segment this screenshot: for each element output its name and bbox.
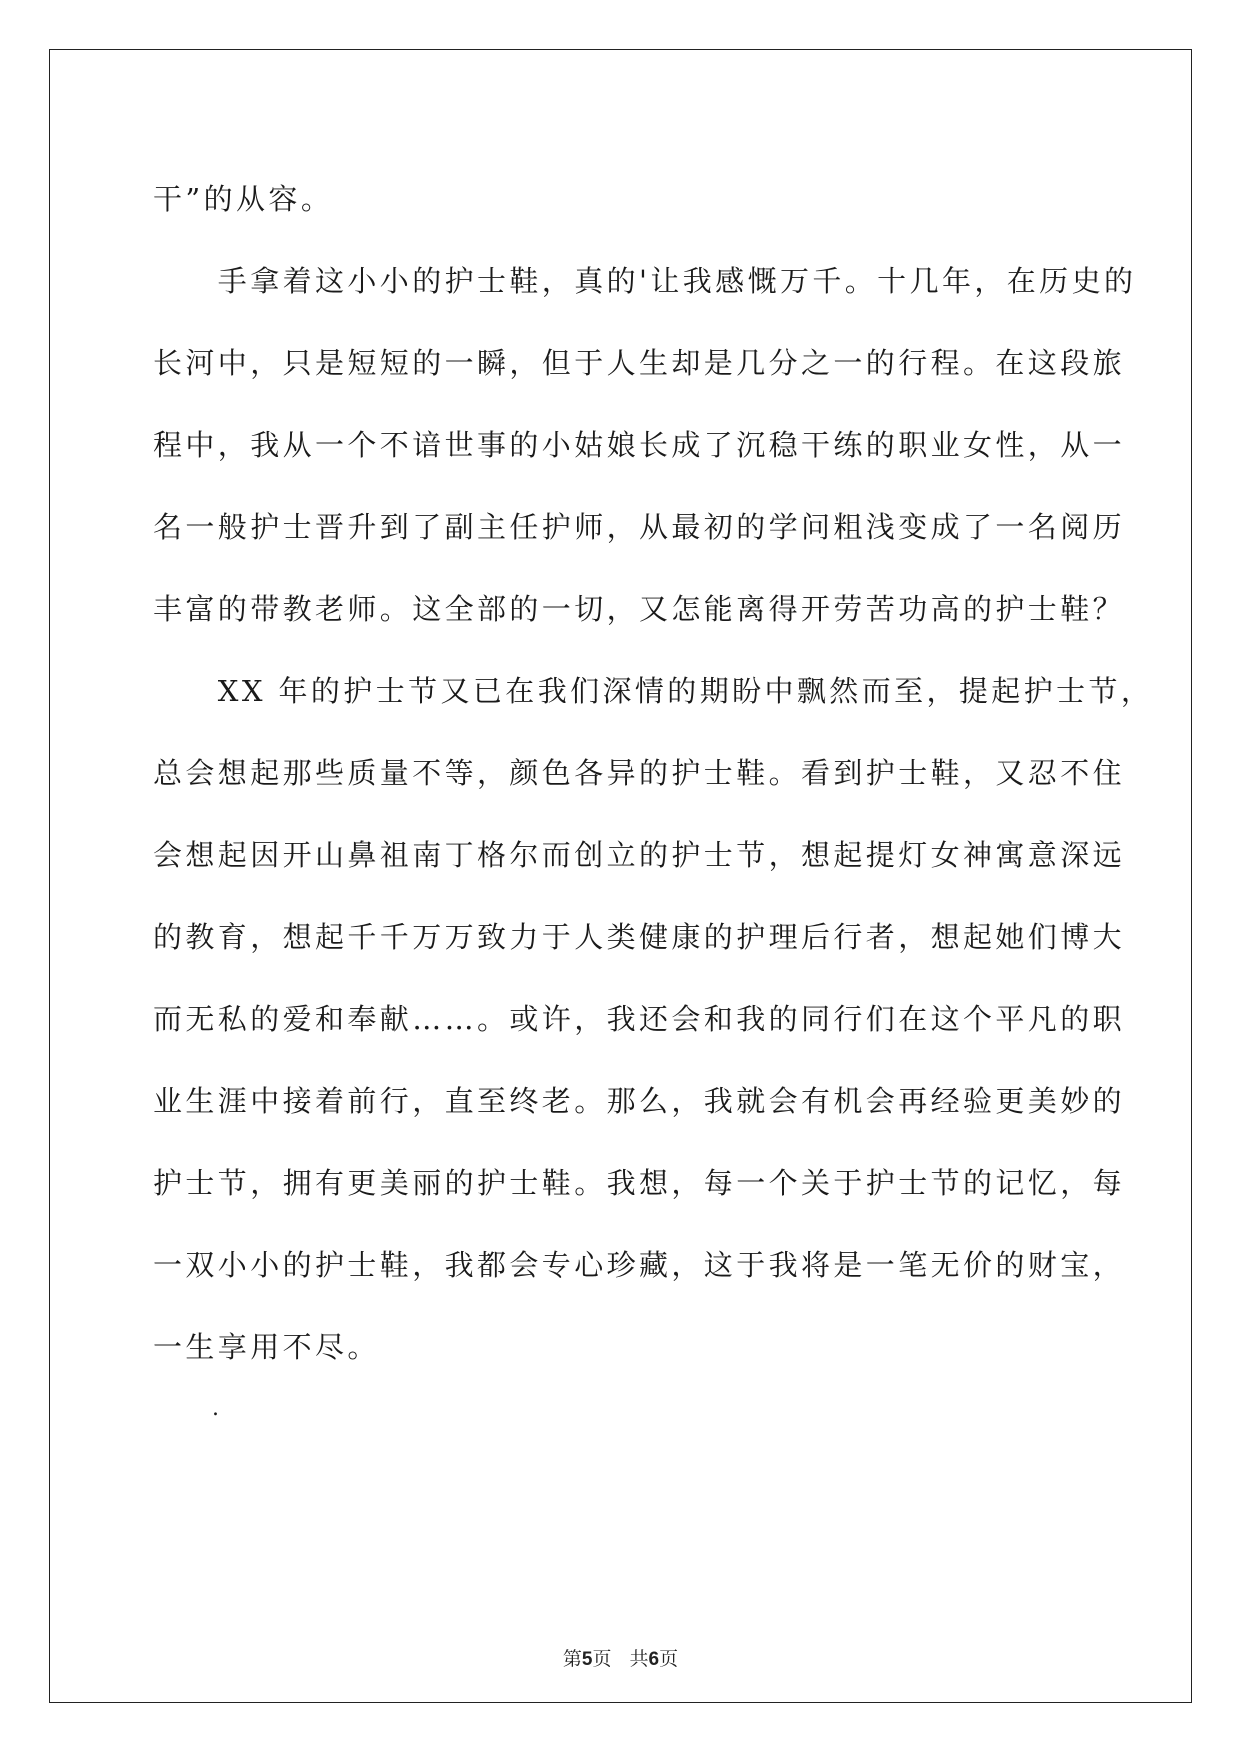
text-line: 而无私的爱和奉献……。或许，我还会和我的同行们在这个平凡的职 [153,1002,1126,1036]
page-prefix: 第 [562,1648,582,1670]
text-line: 一生享用不尽。 [153,1330,380,1364]
text-line: 总会想起那些质量不等，颜色各异的护士鞋。看到护士鞋，又忍不住 [153,756,1126,790]
text-line: 手拿着这小小的护士鞋，真的'让我感慨万千。十几年，在历史的 [153,264,1137,298]
page-footer [0,1646,1241,1673]
text-line: 长河中，只是短短的一瞬，但于人生却是几分之一的行程。在这段旅 [153,346,1126,380]
text-line: 名一般护士晋升到了副主任护师，从最初的学问粗浅变成了一名阅历 [153,510,1126,544]
trailing-mark: . [212,1396,219,1421]
text-line: 会想起因开山鼻祖南丁格尔而创立的护士节，想起提灯女神寓意深远 [153,838,1126,872]
total-pages: 6 [648,1649,660,1670]
total-suffix: 页 [659,1648,679,1670]
text-line: 干”的从容。 [153,182,334,216]
page-number: 5 [581,1649,593,1670]
text-line: 业生涯中接着前行，直至终老。那么，我就会有机会再经验更美妙的 [153,1084,1126,1118]
text-line: 的教育，想起千千万万致力于人类健康的护理后行者，想起她们博大 [153,920,1126,954]
text-line: 一双小小的护士鞋，我都会专心珍藏，这于我将是一笔无价的财宝， [153,1248,1126,1282]
total-prefix: 共 [629,1648,649,1670]
text-line: 程中，我从一个不谙世事的小姑娘长成了沉稳干练的职业女性，从一 [153,428,1126,462]
text-line: 丰富的带教老师。这全部的一切，又怎能离得开劳苦功高的护士鞋？ [153,592,1126,626]
text-line: XX 年的护士节又已在我们深情的期盼中飘然而至，提起护士节， [153,674,1154,708]
body-text [153,158,1154,1388]
page-suffix: 页 [592,1648,612,1670]
text-line: 护士节，拥有更美丽的护士鞋。我想，每一个关于护士节的记忆，每 [153,1166,1126,1200]
